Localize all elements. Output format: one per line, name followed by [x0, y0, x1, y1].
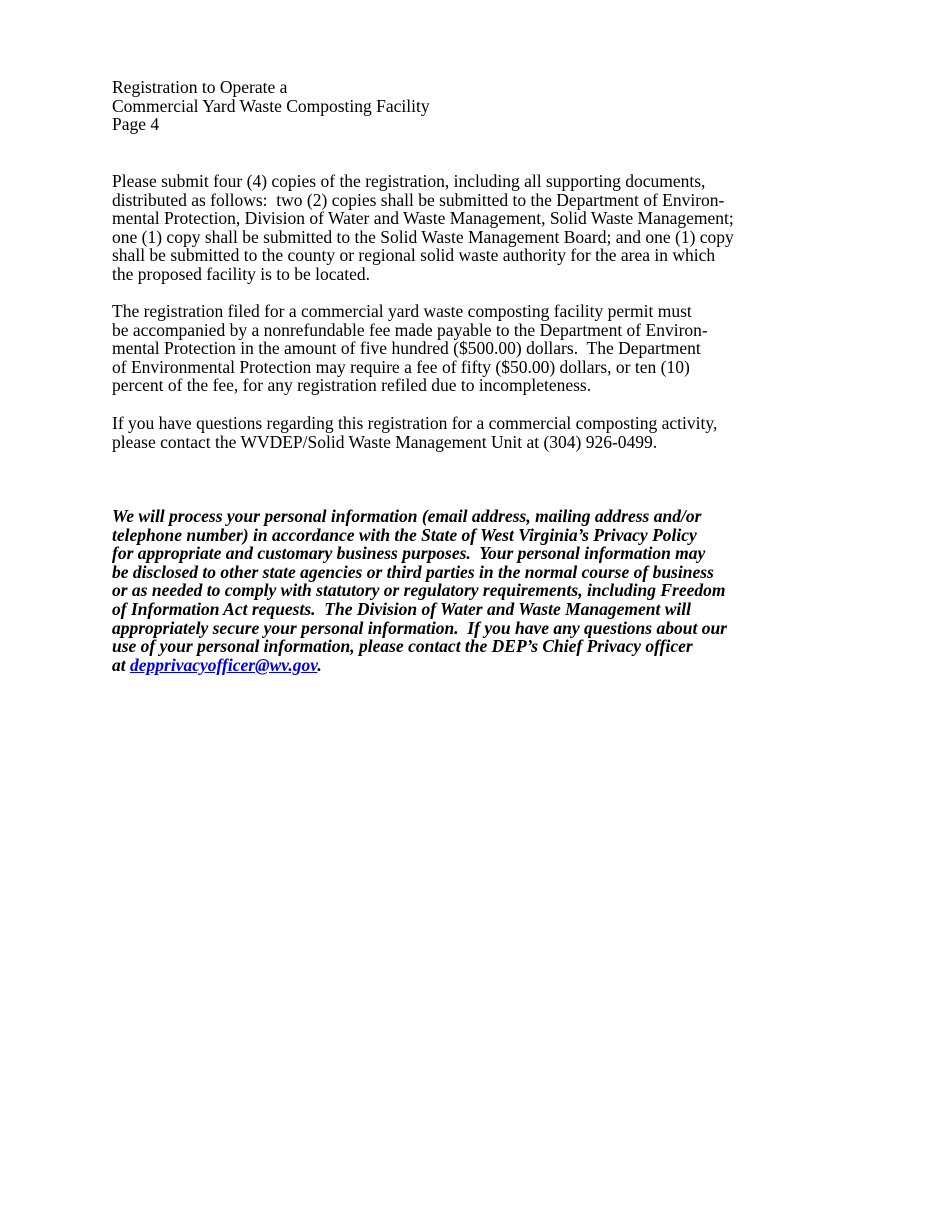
- paragraph-line: Please submit four (4) copies of the registration, including all supporting documents,: [112, 171, 706, 191]
- paragraph-line: distributed as follows: two (2) copies shall be submitted to the Department of Environ-: [112, 189, 725, 210]
- header-line-page-number: Page 4: [112, 114, 160, 135]
- paragraph-line: mental Protection in the amount of five hundred ($500.00) dollars. The Department: [112, 338, 701, 359]
- paragraph-line: percent of the fee, for any registration refiled due to incompleteness.: [112, 375, 592, 396]
- privacy-line: for appropriate and customary business purposes. Your personal information may: [112, 543, 706, 564]
- paragraph-line: please contact the WVDEP/Solid Waste Management Unit at (304) 926-0499.: [112, 431, 658, 452]
- contact-paragraph: [112, 414, 717, 451]
- paragraph-line: one (1) copy shall be submitted to the Solid Waste Management Board; and one (1) copy: [112, 226, 734, 247]
- paragraph-line: The registration filed for a commercial yard waste composting facility permit must: [112, 301, 692, 321]
- privacy-notice: [112, 507, 727, 674]
- privacy-last-line: [112, 656, 727, 675]
- paragraph-line: of Environmental Protection may require a fee of fifty ($50.00) dollars, or ten (10): [112, 356, 690, 377]
- privacy-last-line-suffix: .: [317, 654, 322, 675]
- privacy-line: of Information Act requests. The Division of Water and Waste Management will: [112, 598, 692, 619]
- paragraph-line: mental Protection, Division of Water and Waste Management, Solid Waste Management;: [112, 208, 734, 229]
- privacy-officer-email-link[interactable]: depprivacyofficer@wv.gov: [130, 654, 318, 675]
- paragraph-line: be accompanied by a nonrefundable fee made payable to the Department of Environ-: [112, 319, 708, 340]
- privacy-line: We will process your personal information (email address, mailing address and/or: [112, 506, 702, 526]
- paragraph-line: If you have questions regarding this registration for a commercial composting activity,: [112, 413, 718, 433]
- privacy-line: telephone number) in accordance with the State of West Virginia’s Privacy Policy: [112, 524, 697, 545]
- paragraph-line: shall be submitted to the county or regional solid waste authority for the area in which: [112, 245, 716, 266]
- paragraph-line: the proposed facility is to be located.: [112, 263, 371, 284]
- privacy-line: use of your personal information, please contact the DEP’s Chief Privacy officer: [112, 636, 693, 657]
- header-line-subtitle: Commercial Yard Waste Composting Facility: [112, 95, 430, 116]
- privacy-line: or as needed to comply with statutory or regulatory requirements, including Freedom: [112, 580, 726, 601]
- fee-paragraph: [112, 302, 708, 395]
- privacy-line: be disclosed to other state agencies or third parties in the normal course of business: [112, 561, 714, 582]
- privacy-last-line-prefix: at: [112, 654, 130, 675]
- submission-instructions-paragraph: [112, 172, 734, 284]
- header-line-title: Registration to Operate a: [112, 77, 288, 97]
- privacy-line: appropriately secure your personal information. If you have any questions about our: [112, 617, 727, 638]
- page-header: [112, 78, 430, 134]
